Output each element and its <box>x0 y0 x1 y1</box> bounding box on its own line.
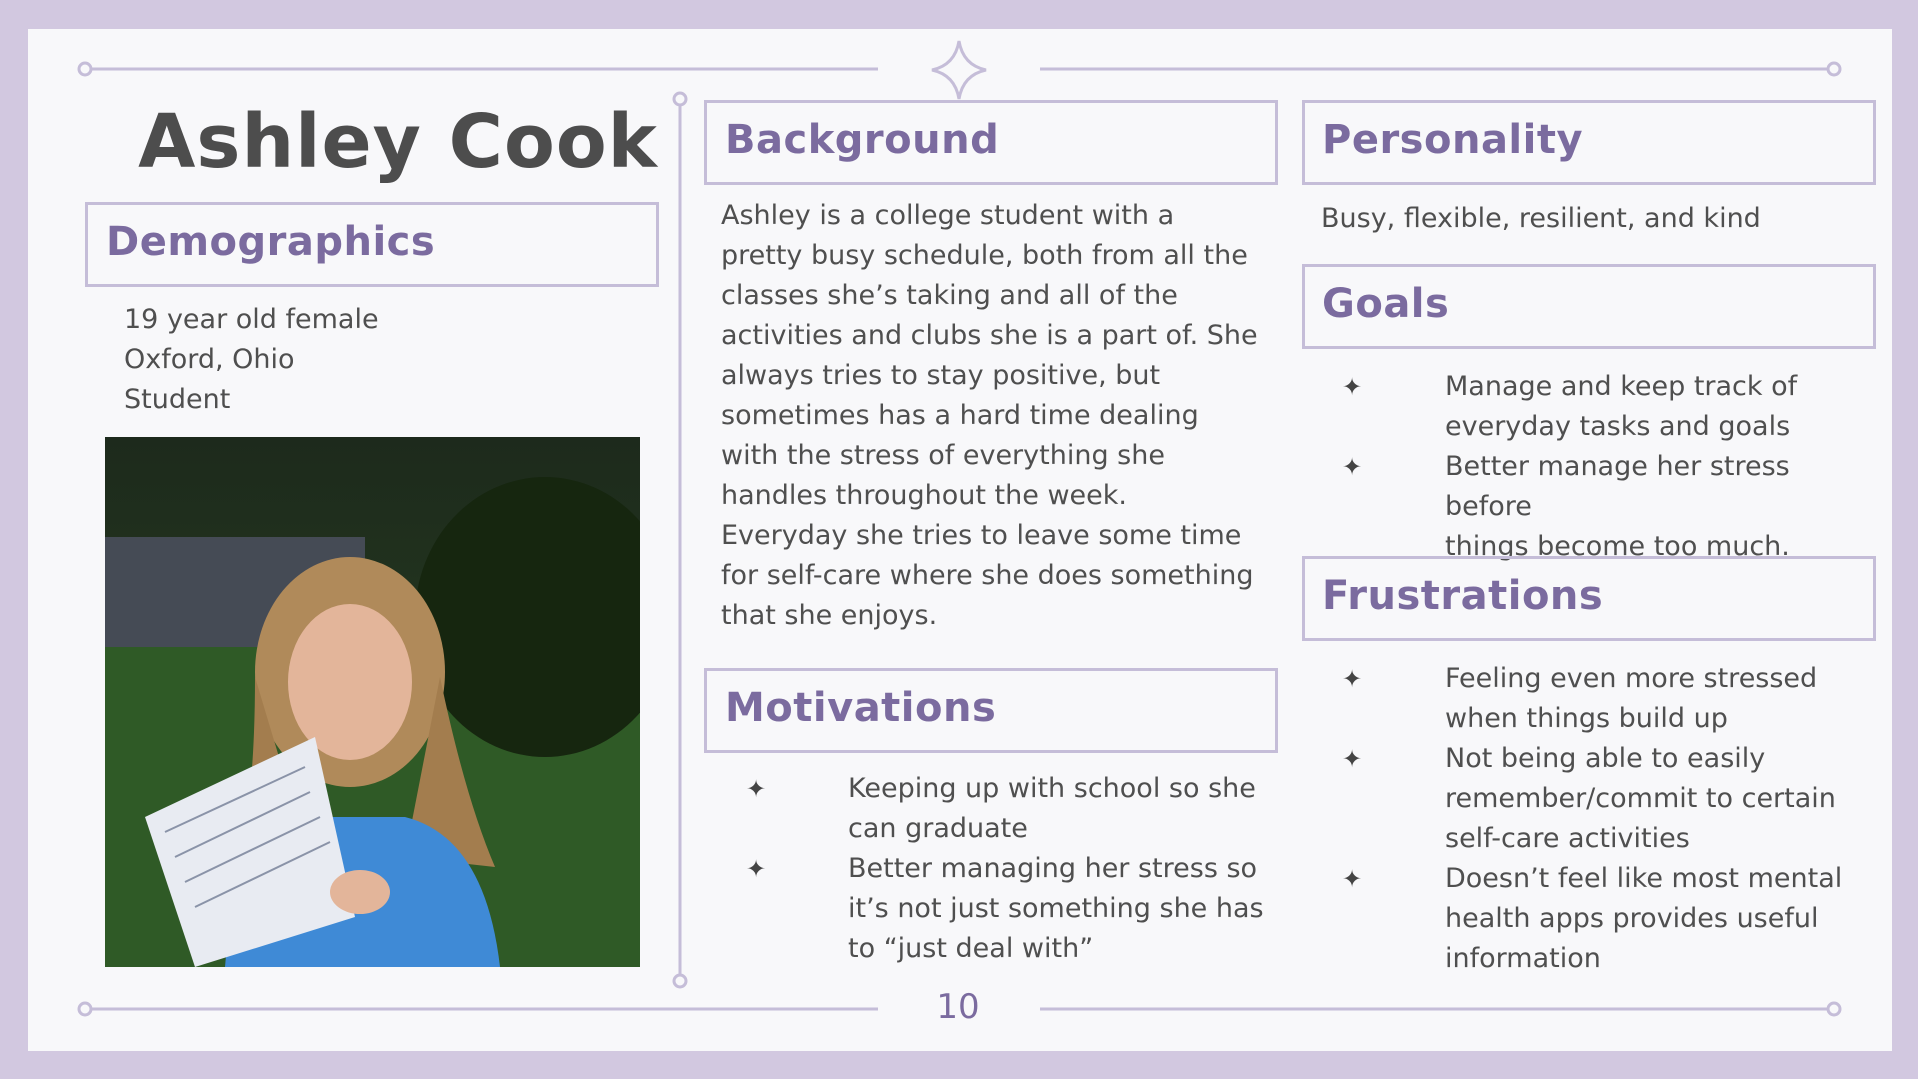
background-line: pretty busy schedule, both from all the <box>721 240 1248 271</box>
background-line: Everyday she tries to leave some time <box>721 520 1242 551</box>
goals-list <box>1342 367 1882 567</box>
background-line: classes she’s taking and all of the <box>721 280 1178 311</box>
background-line: that she enjoys. <box>721 600 938 631</box>
frustrations-title: Frustrations <box>1322 573 1604 619</box>
background-line: handles throughout the week. <box>721 480 1127 511</box>
frustration-text: when things build up <box>1445 703 1728 734</box>
frustration-text: health apps provides useful <box>1445 903 1819 934</box>
motivation-text: Better managing her stress so <box>848 853 1258 884</box>
list-item <box>746 769 1286 849</box>
frustrations-list <box>1342 659 1882 979</box>
goal-text: Manage and keep track of <box>1445 371 1798 402</box>
list-item <box>1342 739 1882 859</box>
persona-photo <box>105 437 640 967</box>
background-line: with the stress of everything she <box>721 440 1165 471</box>
four-point-star-icon: ✦ <box>1342 745 1363 773</box>
personality-title: Personality <box>1322 117 1584 163</box>
motivations-title: Motivations <box>725 685 997 731</box>
four-point-star-icon: ✦ <box>746 855 767 883</box>
four-point-star-icon: ✦ <box>1342 865 1363 893</box>
four-point-star-icon: ✦ <box>746 775 767 803</box>
list-item <box>1342 367 1882 447</box>
persona-name: Ashley Cook <box>138 99 658 185</box>
frustration-text: Feeling even more stressed <box>1445 663 1818 694</box>
motivation-text: Keeping up with school so she <box>848 773 1256 804</box>
four-point-star-icon: ✦ <box>1342 373 1363 401</box>
demographics-location: Oxford, Ohio <box>124 344 295 375</box>
frustration-text: remember/commit to certain <box>1445 783 1836 814</box>
background-text <box>721 196 1258 636</box>
goal-text: Better manage her stress before <box>1445 451 1790 522</box>
list-item <box>1342 859 1882 979</box>
list-item <box>1342 659 1882 739</box>
frustration-text: Doesn’t feel like most mental <box>1445 863 1843 894</box>
goal-text: everyday tasks and goals <box>1445 411 1791 442</box>
persona-slide <box>28 29 1892 1051</box>
page-number: 10 <box>936 987 980 1027</box>
frustration-text: information <box>1445 943 1601 974</box>
goals-title: Goals <box>1322 281 1450 327</box>
sparkle-icon <box>932 41 986 99</box>
list-item <box>746 849 1286 969</box>
four-point-star-icon: ✦ <box>1342 453 1363 481</box>
personality-text: Busy, flexible, resilient, and kind <box>1321 203 1761 234</box>
background-title: Background <box>725 117 1000 163</box>
background-line: always tries to stay positive, but <box>721 360 1161 391</box>
frustration-text: Not being able to easily <box>1445 743 1766 774</box>
motivation-text: it’s not just something she has <box>848 893 1264 924</box>
background-line: activities and clubs she is a part of. She <box>721 320 1258 351</box>
frustration-text: self-care activities <box>1445 823 1690 854</box>
motivation-text: to “just deal with” <box>848 933 1094 964</box>
goal-text: things become too much. <box>1445 531 1790 562</box>
demographics-details <box>124 300 379 420</box>
demographics-occupation: Student <box>124 384 231 415</box>
background-line: for self-care where she does something <box>721 560 1254 591</box>
demographics-title: Demographics <box>106 219 436 265</box>
four-point-star-icon: ✦ <box>1342 665 1363 693</box>
list-item <box>1342 447 1882 567</box>
persona-photo-illustration <box>105 437 640 967</box>
background-line: sometimes has a hard time dealing <box>721 400 1199 431</box>
background-line: Ashley is a college student with a <box>721 200 1175 231</box>
demographics-age: 19 year old female <box>124 304 379 335</box>
motivation-text: can graduate <box>848 813 1028 844</box>
motivations-list <box>746 769 1286 969</box>
